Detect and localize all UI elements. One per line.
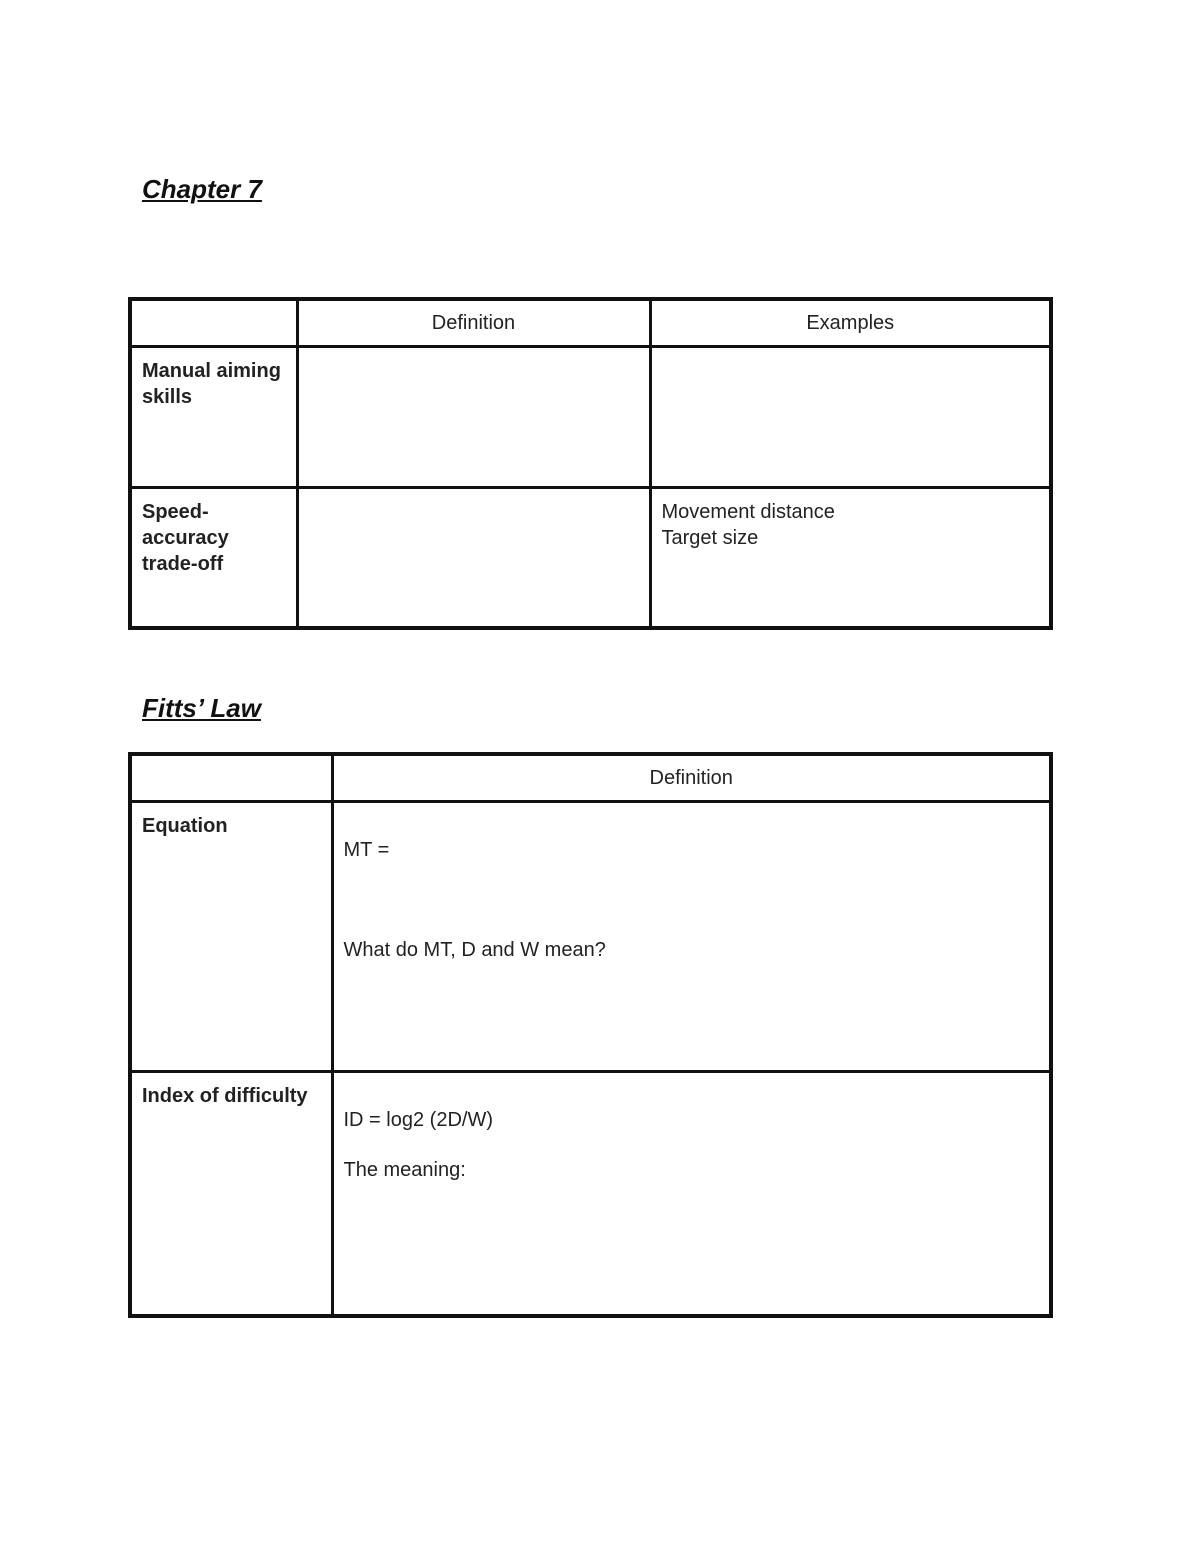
table-row [130, 801, 1051, 1071]
example-item: Target size [661, 526, 759, 549]
fitts-law-table [128, 752, 1053, 1318]
table-row [130, 487, 1051, 628]
header-cell-empty [130, 754, 332, 801]
row-label-manual-aiming-skills: Manual aiming skills [130, 346, 297, 487]
id-formula: ID = log2 (2D/W) [343, 1108, 493, 1131]
definition-cell[interactable] [297, 487, 650, 628]
table-row [130, 346, 1051, 487]
table-header-row [130, 299, 1051, 346]
header-cell-definition: Definition [332, 754, 1051, 801]
example-item: Movement distance [661, 500, 835, 523]
fitts-law-title: Fitts’ Law [142, 693, 261, 723]
definition-cell[interactable] [297, 346, 650, 487]
examples-cell[interactable] [650, 346, 1051, 487]
id-meaning: The meaning: [343, 1158, 466, 1181]
definition-cell[interactable] [332, 801, 1051, 1071]
row-label-speed-accuracy: Speed-accuracy trade-off [130, 487, 297, 628]
header-cell-examples: Examples [650, 299, 1051, 346]
equation-line: MT = [343, 838, 390, 861]
header-cell-empty [130, 299, 297, 346]
definition-cell[interactable] [332, 1071, 1051, 1316]
row-label-equation: Equation [130, 801, 332, 1071]
row-label-index-of-difficulty: Index of difficulty [130, 1071, 332, 1316]
chapter-title: Chapter 7 [142, 174, 262, 204]
equation-question: What do MT, D and W mean? [343, 938, 606, 961]
chapter-table [128, 297, 1053, 630]
table-row [130, 1071, 1051, 1316]
header-cell-definition: Definition [297, 299, 650, 346]
examples-cell[interactable] [650, 487, 1051, 628]
table-header-row [130, 754, 1051, 801]
